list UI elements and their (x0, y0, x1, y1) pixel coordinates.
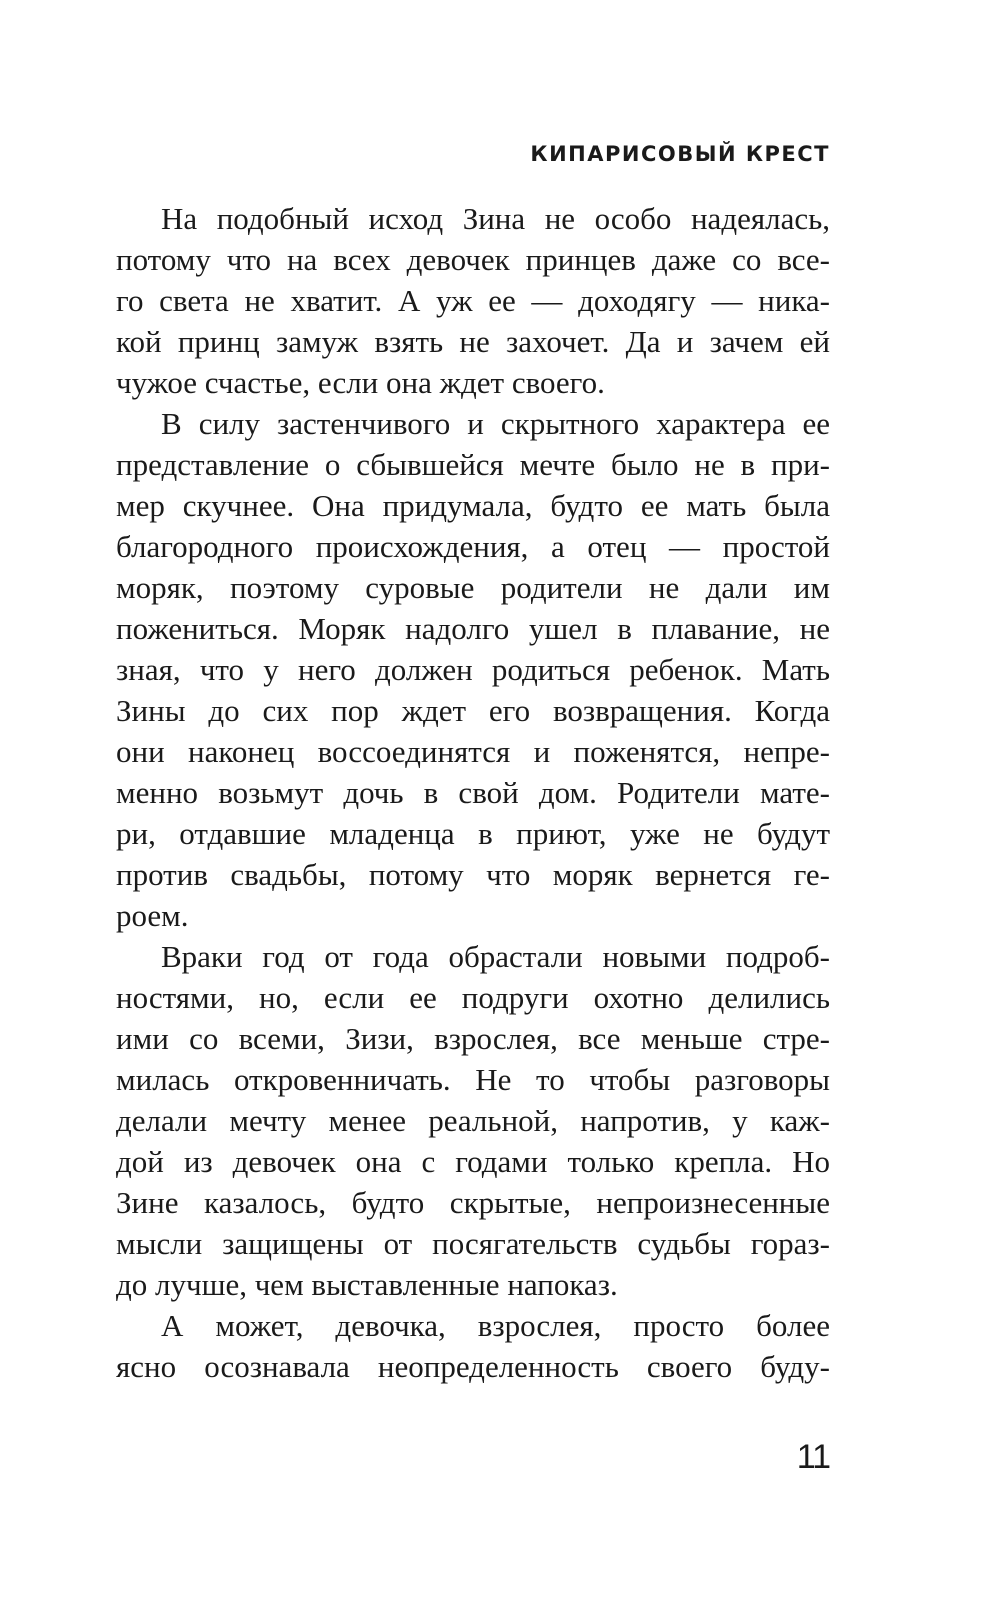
text-line: до лучше, чем выставленные напоказ. (116, 1267, 618, 1302)
body-text (116, 198, 830, 1387)
text-line: менно возьмут дочь в свой дом. Родители мате- (116, 775, 830, 810)
text-line: На подобный исход Зина не особо надеялась, (161, 201, 830, 236)
text-line: ри, отдавшие младенца в приют, уже не будут (116, 816, 830, 851)
running-header-title: КИПАРИСОВЫЙ КРЕСТ (530, 142, 830, 166)
page-number: 11 (796, 1438, 830, 1476)
text-line: го света не хватит. А уж ее — доходягу — ника- (116, 283, 830, 318)
text-line: В силу застенчивого и скрытного характера ее (161, 406, 830, 441)
text-line: ностями, но, если ее подруги охотно делились (116, 980, 830, 1015)
text-line: делали мечту менее реальной, напротив, у каж- (116, 1103, 830, 1138)
text-line: ясно осознавала неопределенность своего буду- (116, 1349, 830, 1384)
text-line: кой принц замуж взять не захочет. Да и зачем ей (116, 324, 830, 359)
text-line: ими со всеми, Зизи, взрослея, все меньше стре- (116, 1021, 830, 1056)
text-line: мер скучнее. Она придумала, будто ее мать была (116, 488, 830, 523)
text-line: Зины до сих пор ждет его возвращения. Когда (116, 693, 830, 728)
text-line: зная, что у него должен родиться ребенок. Мать (116, 652, 830, 687)
text-line: благородного происхождения, а отец — простой (116, 529, 830, 564)
text-line: мысли защищены от посягательств судьбы гораз- (116, 1226, 830, 1261)
text-line: против свадьбы, потому что моряк вернется ге- (116, 857, 830, 892)
text-line: Зине казалось, будто скрытые, непроизнесенные (116, 1185, 830, 1220)
text-line: пожениться. Моряк надолго ушел в плавание, не (116, 611, 830, 646)
text-line: представление о сбывшейся мечте было не в при- (116, 447, 830, 482)
text-line: моряк, поэтому суровые родители не дали им (116, 570, 830, 605)
text-line: А может, девочка, взрослея, просто более (161, 1308, 830, 1343)
text-line: они наконец воссоединятся и поженятся, непре- (116, 734, 830, 769)
text-line: Враки год от года обрастали новыми подроб- (161, 939, 830, 974)
text-line: милась откровенничать. Не то чтобы разговоры (116, 1062, 830, 1097)
text-line: чужое счастье, если она ждет своего. (116, 365, 605, 400)
text-line: потому что на всех девочек принцев даже со все- (116, 242, 830, 277)
text-line: роем. (116, 898, 189, 933)
text-line: дой из девочек она с годами только крепла. Но (116, 1144, 830, 1179)
